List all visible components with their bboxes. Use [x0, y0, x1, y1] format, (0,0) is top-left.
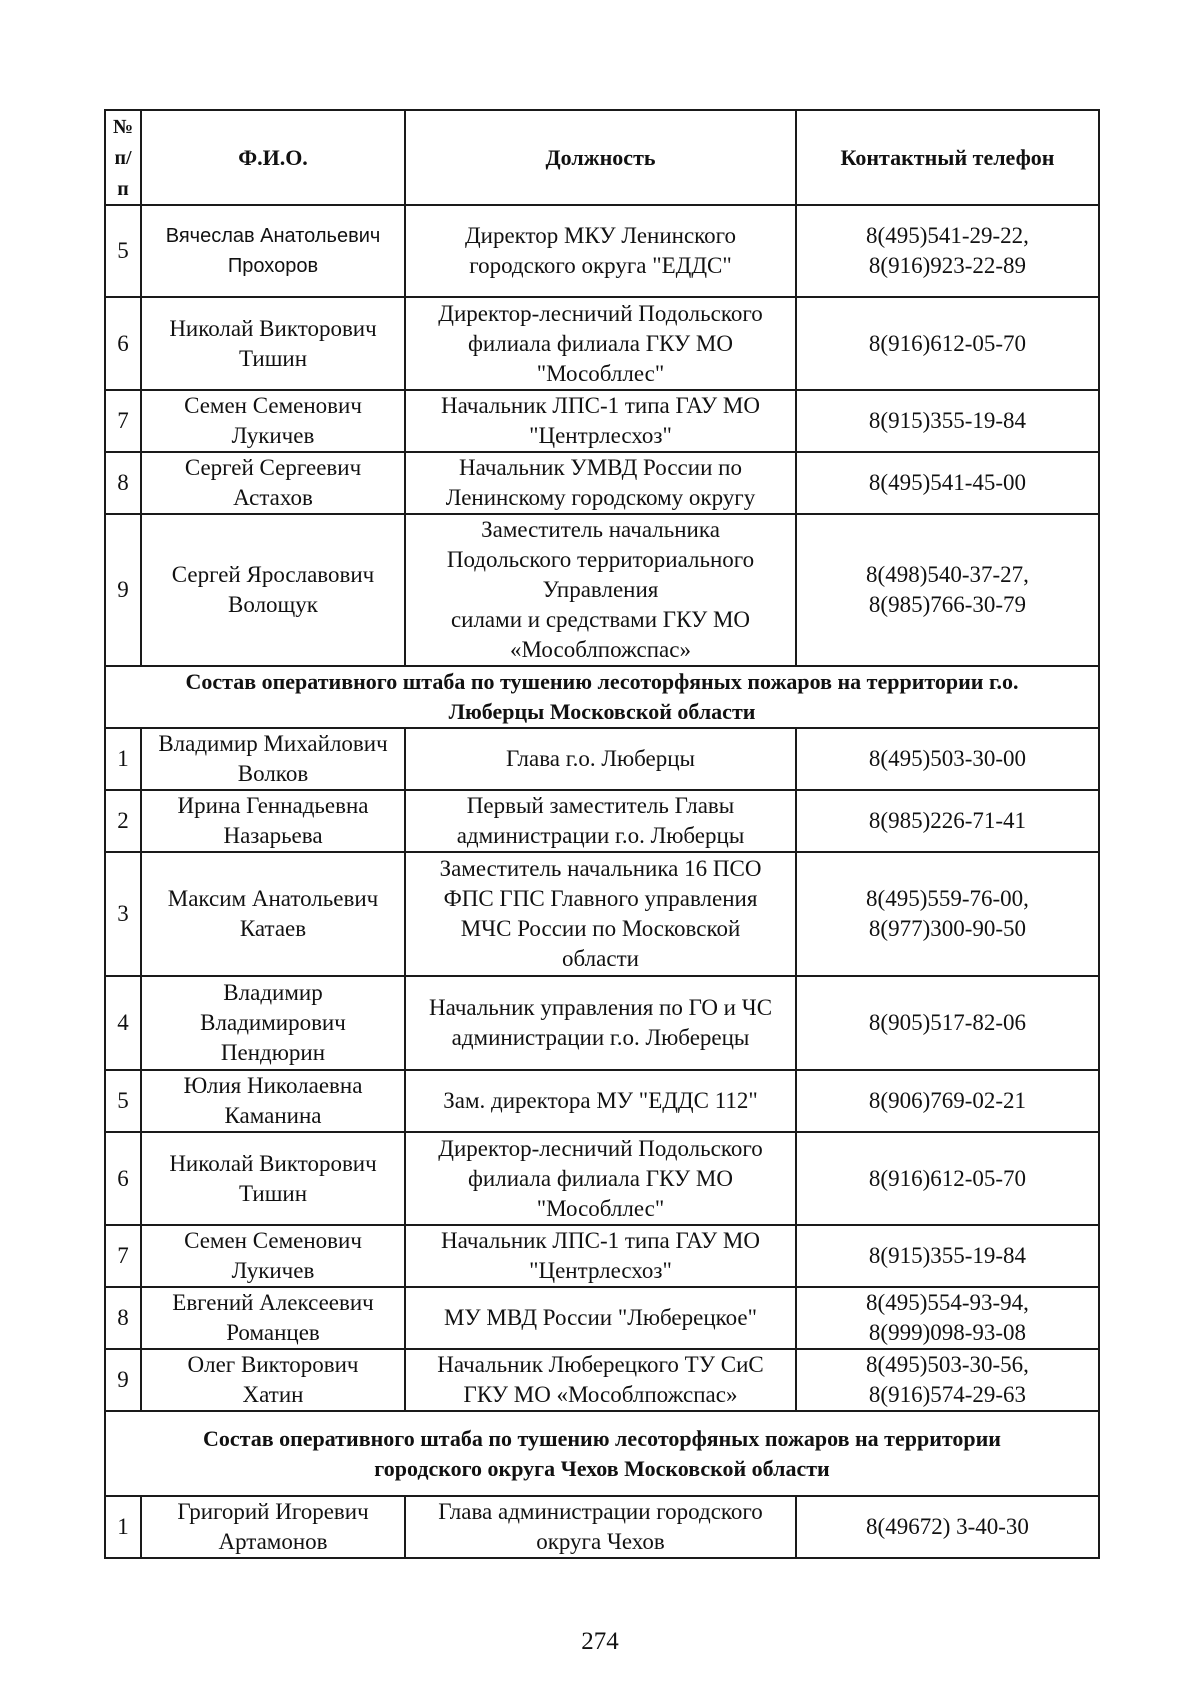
- row-phone: 8(49672) 3-40-30: [796, 1496, 1099, 1558]
- row-position: Первый заместитель Главы администрации г.о. Люберцы: [405, 790, 796, 852]
- row-position: Заместитель начальника Подольского территориального Управления силами и средствами ГКУ МО «Мособлпожспас»: [405, 514, 796, 666]
- row-phone: 8(906)769-02-21: [796, 1070, 1099, 1132]
- row-fio: Ирина Геннадьевна Назарьева: [141, 790, 405, 852]
- table-row: [105, 790, 1099, 852]
- staff-table: [104, 109, 1100, 1559]
- row-position: Глава администрации городского округа Чехов: [405, 1496, 796, 1558]
- table-row: [105, 297, 1099, 390]
- row-phone: 8(495)503-30-56, 8(916)574-29-63: [796, 1349, 1099, 1411]
- row-phone: 8(905)517-82-06: [796, 976, 1099, 1070]
- row-phone: 8(495)559-76-00, 8(977)300-90-50: [796, 852, 1099, 976]
- row-fio: Олег Викторович Хатин: [141, 1349, 405, 1411]
- row-position: Директор МКУ Ленинского городского округа "ЕДДС": [405, 205, 796, 297]
- table-row: [105, 205, 1099, 297]
- row-phone: 8(495)503-30-00: [796, 728, 1099, 790]
- table-row: [105, 1349, 1099, 1411]
- table-row: [105, 1070, 1099, 1132]
- row-number: 6: [105, 1132, 141, 1225]
- table-row: [105, 1287, 1099, 1349]
- row-fio: Юлия Николаевна Каманина: [141, 1070, 405, 1132]
- row-number: 8: [105, 452, 141, 514]
- row-fio: Семен Семенович Лукичев: [141, 390, 405, 452]
- row-number: 7: [105, 390, 141, 452]
- header-row: [105, 110, 1099, 205]
- row-fio: Семен Семенович Лукичев: [141, 1225, 405, 1287]
- row-fio: Вячеслав Анатольевич Прохоров: [141, 205, 405, 297]
- row-position: Начальник управления по ГО и ЧС администрации г.о. Люберецы: [405, 976, 796, 1070]
- row-number: 3: [105, 852, 141, 976]
- table-row: [105, 1496, 1099, 1558]
- row-number: 9: [105, 1349, 141, 1411]
- header-phone: Контактный телефон: [796, 110, 1099, 205]
- row-fio: Максим Анатольевич Катаев: [141, 852, 405, 976]
- row-number: 1: [105, 1496, 141, 1558]
- row-phone: 8(985)226-71-41: [796, 790, 1099, 852]
- table-row: [105, 452, 1099, 514]
- row-phone: 8(915)355-19-84: [796, 1225, 1099, 1287]
- row-position: Зам. директора МУ "ЕДДС 112": [405, 1070, 796, 1132]
- table-row: [105, 728, 1099, 790]
- row-position: Директор-лесничий Подольского филиала филиала ГКУ МО "Мособллес": [405, 297, 796, 390]
- row-number: 7: [105, 1225, 141, 1287]
- table-row: [105, 976, 1099, 1070]
- section-heading-row: [105, 666, 1099, 728]
- row-number: 4: [105, 976, 141, 1070]
- table-row: [105, 390, 1099, 452]
- table-row: [105, 1225, 1099, 1287]
- row-fio: Сергей Ярославович Волощук: [141, 514, 405, 666]
- row-fio: Владимир Владимирович Пендюрин: [141, 976, 405, 1070]
- row-fio: Николай Викторович Тишин: [141, 1132, 405, 1225]
- row-position: Начальник УМВД России по Ленинскому городскому округу: [405, 452, 796, 514]
- row-phone: 8(916)612-05-70: [796, 1132, 1099, 1225]
- table-row: [105, 1132, 1099, 1225]
- row-phone: 8(915)355-19-84: [796, 390, 1099, 452]
- row-fio: Григорий Игоревич Артамонов: [141, 1496, 405, 1558]
- header-fio: Ф.И.О.: [141, 110, 405, 205]
- row-fio: Владимир Михайлович Волков: [141, 728, 405, 790]
- row-number: 9: [105, 514, 141, 666]
- row-number: 6: [105, 297, 141, 390]
- row-phone: 8(495)554-93-94, 8(999)098-93-08: [796, 1287, 1099, 1349]
- row-position: Заместитель начальника 16 ПСО ФПС ГПС Главного управления МЧС России по Московской области: [405, 852, 796, 976]
- row-position: Начальник ЛПС-1 типа ГАУ МО "Центрлесхоз": [405, 390, 796, 452]
- header-position: Должность: [405, 110, 796, 205]
- section-title: Состав оперативного штаба по тушению лесоторфяных пожаров на территории городского округа Чехов Московской области: [105, 1411, 1099, 1496]
- row-position: Директор-лесничий Подольского филиала филиала ГКУ МО "Мособллес": [405, 1132, 796, 1225]
- header-num: [105, 110, 141, 205]
- table-row: [105, 852, 1099, 976]
- row-phone: 8(495)541-45-00: [796, 452, 1099, 514]
- row-phone: 8(495)541-29-22, 8(916)923-22-89: [796, 205, 1099, 297]
- section-heading-row: [105, 1411, 1099, 1496]
- section-title: Состав оперативного штаба по тушению лесоторфяных пожаров на территории г.о. Люберцы Московской области: [105, 666, 1099, 728]
- row-number: 2: [105, 790, 141, 852]
- header-num-label: № п/ п: [112, 116, 134, 200]
- row-position: Начальник ЛПС-1 типа ГАУ МО "Центрлесхоз": [405, 1225, 796, 1287]
- row-fio: Евгений Алексеевич Романцев: [141, 1287, 405, 1349]
- row-number: 5: [105, 205, 141, 297]
- row-phone: 8(498)540-37-27, 8(985)766-30-79: [796, 514, 1099, 666]
- row-number: 1: [105, 728, 141, 790]
- row-position: МУ МВД России "Люберецкое": [405, 1287, 796, 1349]
- row-phone: 8(916)612-05-70: [796, 297, 1099, 390]
- row-number: 5: [105, 1070, 141, 1132]
- row-fio: Сергей Сергеевич Астахов: [141, 452, 405, 514]
- row-fio: Николай Викторович Тишин: [141, 297, 405, 390]
- row-number: 8: [105, 1287, 141, 1349]
- row-position: Начальник Люберецкого ТУ СиС ГКУ МО «Мособлпожспас»: [405, 1349, 796, 1411]
- row-position: Глава г.о. Люберцы: [405, 728, 796, 790]
- page-number: 274: [581, 1628, 619, 1655]
- table-row: [105, 514, 1099, 666]
